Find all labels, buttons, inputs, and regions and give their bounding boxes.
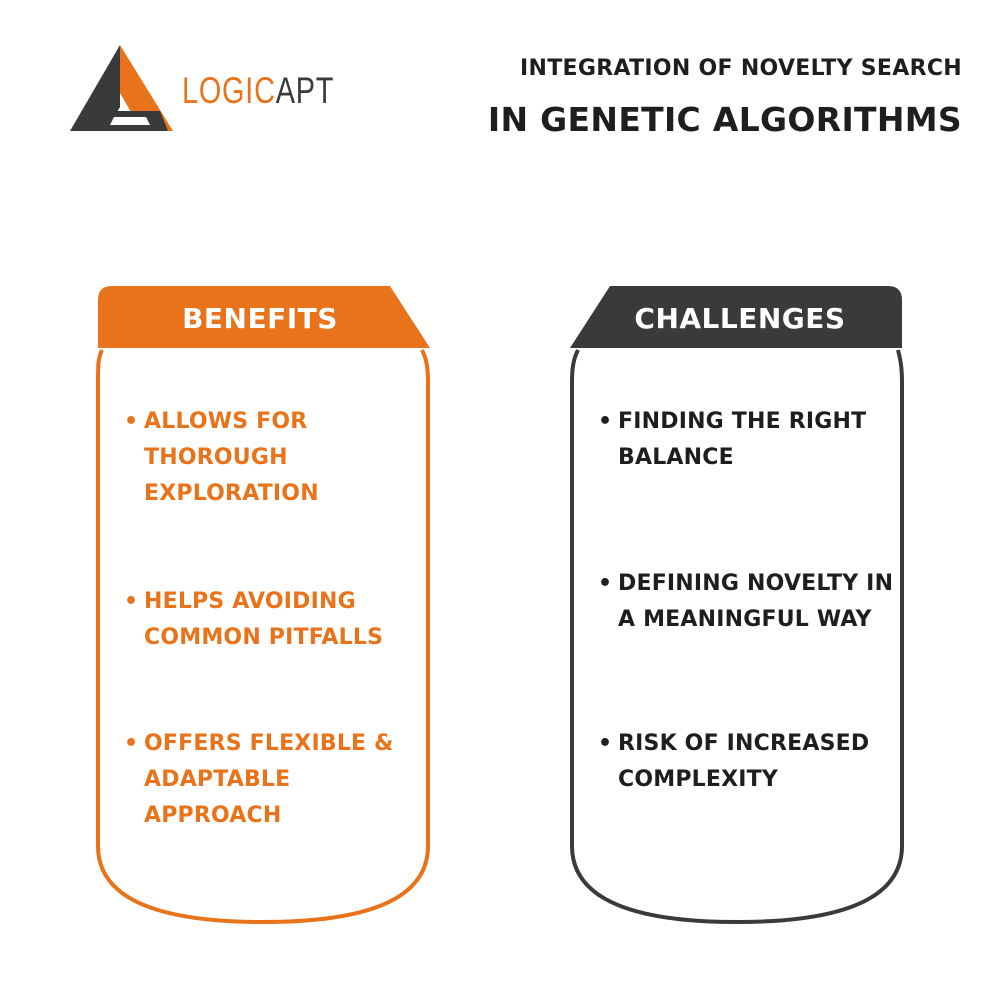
challenge-item-2: [598, 566, 900, 638]
benefit-item-2: [124, 584, 426, 656]
benefit-text: OFFERS FLEXIBLE & ADAPTABLE APPROACH: [144, 731, 394, 828]
challenge-text: DEFINING NOVELTY IN A MEANINGFUL WAY: [618, 571, 894, 632]
logo-text-logic: LOGIC: [182, 70, 276, 111]
bullet-icon: •: [124, 731, 139, 756]
logicapt-logo: [70, 45, 335, 135]
benefits-heading: BENEFITS: [182, 301, 338, 335]
challenge-item-1: [598, 404, 900, 476]
challenge-item-3: [598, 726, 900, 798]
bullet-icon: •: [124, 589, 139, 614]
bullet-icon: •: [598, 571, 613, 596]
challenges-panel: [570, 286, 904, 924]
benefits-panel: [96, 286, 430, 924]
challenge-text: FINDING THE RIGHT BALANCE: [618, 409, 867, 470]
logo-text-apt: APT: [275, 70, 335, 111]
title-line-1: INTEGRATION OF NOVELTY SEARCH: [520, 56, 962, 81]
challenges-heading: CHALLENGES: [634, 301, 846, 335]
bullet-icon: •: [124, 409, 139, 434]
challenge-text: RISK OF INCREASED COMPLEXITY: [618, 731, 870, 792]
benefit-text: HELPS AVOIDING COMMON PITFALLS: [144, 589, 384, 650]
title-line-2: IN GENETIC ALGORITHMS: [487, 100, 962, 139]
logo-triangle-icon: [70, 45, 180, 135]
logo-wordmark: [182, 61, 334, 121]
bullet-icon: •: [598, 409, 613, 434]
benefit-item-3: [124, 726, 426, 834]
bullet-icon: •: [598, 731, 613, 756]
benefit-item-1: [124, 404, 426, 512]
benefit-text: ALLOWS FOR THOROUGH EXPLORATION: [144, 409, 319, 506]
